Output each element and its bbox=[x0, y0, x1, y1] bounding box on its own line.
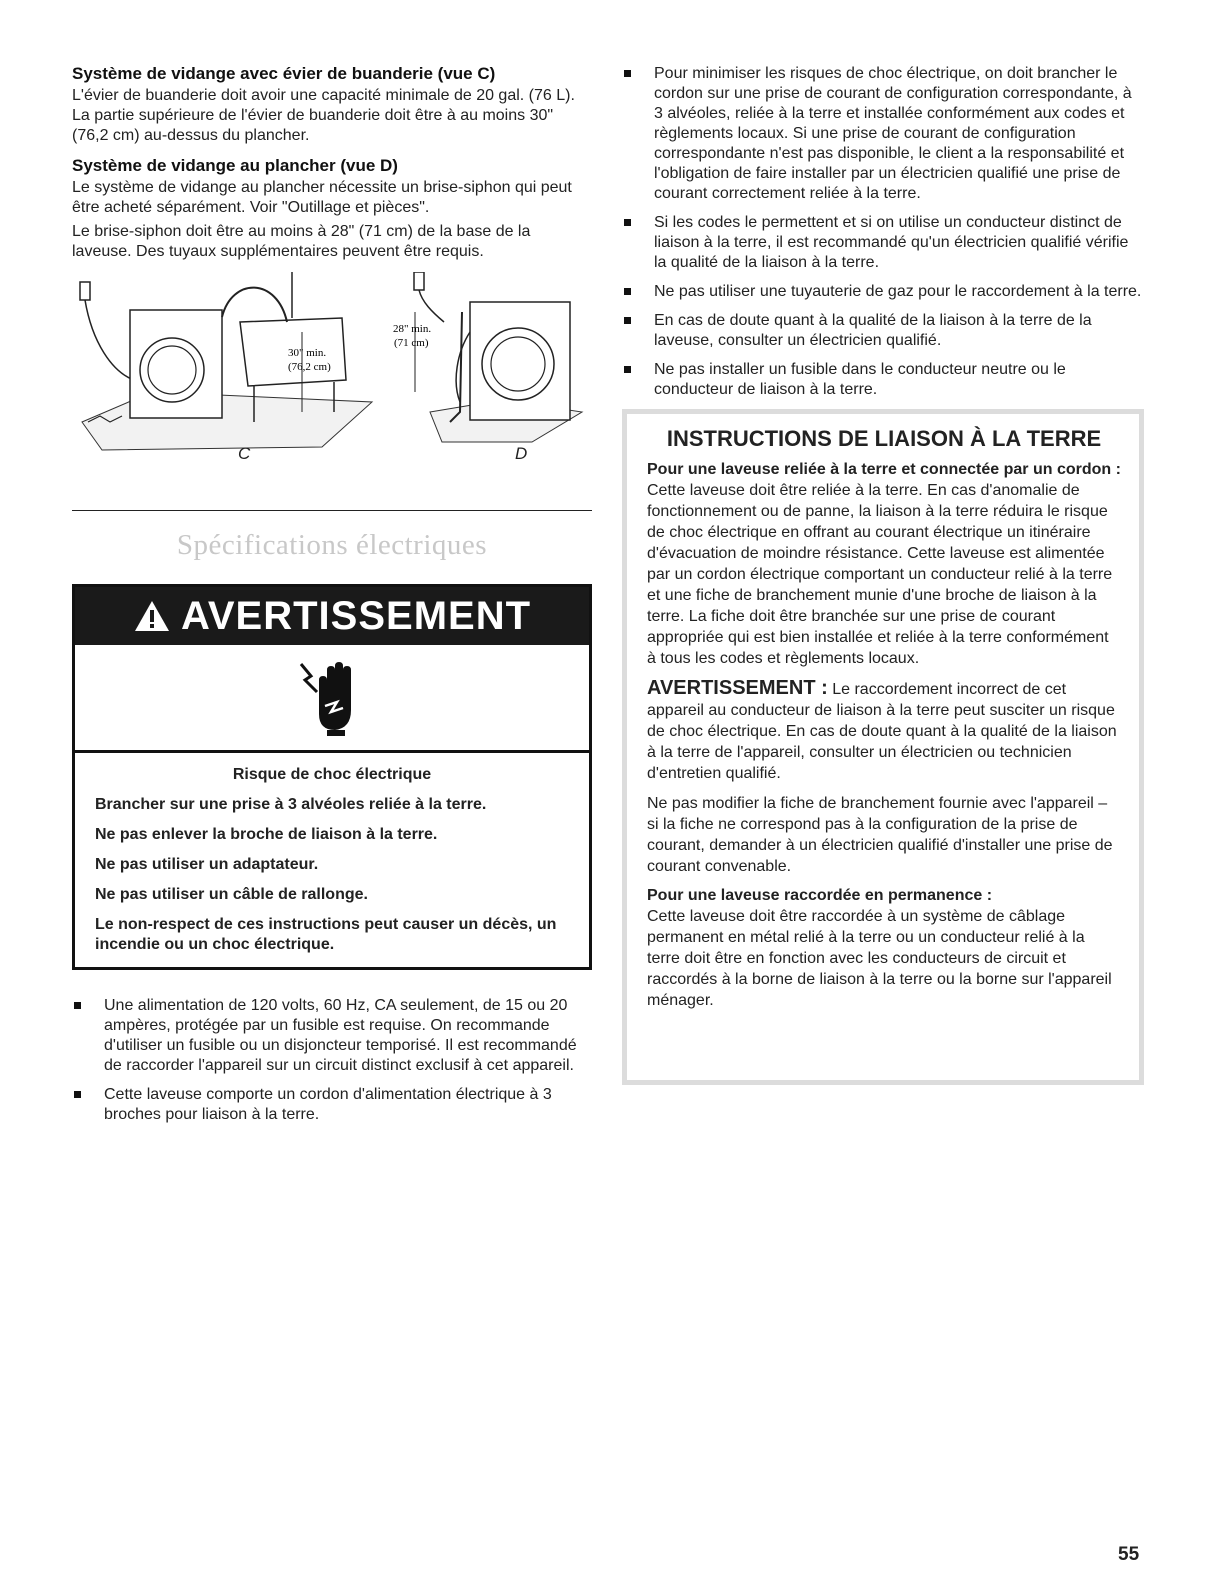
grounding-warning-label: AVERTISSEMENT : bbox=[647, 677, 828, 699]
warning-line-4: Ne pas utiliser un câble de rallonge. bbox=[95, 886, 368, 903]
floor-drain-heading: Système de vidange au plancher (vue D) bbox=[72, 156, 398, 175]
bullet-square-icon bbox=[624, 70, 631, 77]
laundry-sink-text: L'évier de buanderie doit avoir une capacité minimale de 20 gal. (76 L). La partie supérieure de l'évier de buanderie doit être à au moins 30" (76,2 cm) au-dessus du plancher. bbox=[72, 87, 575, 144]
page-number: 55 bbox=[1118, 1544, 1140, 1565]
warning-risk: Risque de choc électrique bbox=[232, 766, 432, 783]
list-item: Pour minimiser les risques de choc électrique, on doit brancher le cordon sur une prise de courant de configuration correspondante, à 3 alvéoles, reliée à la terre et installée conformément aux codes et règlements locaux. Si une prise de courant de configuration correspondante n'est pas disponible, le client a la responsabilité et l'obligation de faire installer par un électricien qualifié une prise de courant correctement reliée à la terre. bbox=[622, 64, 1144, 204]
list-item: Une alimentation de 120 volts, 60 Hz, CA seulement, de 15 ou 20 ampères, protégée par un fusible est requise. On recommande d'utiliser un fusible ou un disjoncteur temporisé. Il est recommandé de raccorder l'appareil sur un circuit distinct exclusif à cet appareil. bbox=[72, 996, 592, 1076]
warning-consequence: Le non-respect de ces instructions peut causer un décès, un incendie ou un choc électrique. bbox=[95, 916, 557, 953]
bullet-square-icon bbox=[624, 366, 631, 373]
warning-icon-area bbox=[75, 645, 589, 753]
electrical-specs-title: Spécifications électriques bbox=[176, 529, 488, 561]
list-item: Ne pas installer un fusible dans le conducteur neutre ou le conducteur de liaison à la terre. bbox=[622, 360, 1144, 400]
permanent-connection-text: Cette laveuse doit être raccordée à un système de câblage permanent en métal relié à la terre ou un conducteur relié à la terre doit être en fonction avec les conducteurs de circuit et raccordés à la borne de liaison à la terre ou la borne sur l'appareil ménager. bbox=[647, 908, 1112, 1009]
cord-connected-text: Cette laveuse doit être reliée à la terre. En cas d'anomalie de fonctionnement ou de panne, la liaison à la terre réduira le risque de choc électrique en offrant au courant électrique un itinéraire d'évacuation de moindre résistance. Cette laveuse est alimentée par un cordon électrique comportant un conducteur relié à la terre et une fiche de branchement munie d'une broche de liaison à la terre. La fiche doit être branchée sur une prise de courant appropriée qui est bien installée et reliée à la terre conformément à tous les codes et règlements locaux. bbox=[647, 482, 1113, 667]
floor-drain-text-2: Le brise-siphon doit être au moins à 28" (71 cm) de la base de la laveuse. Des tuyaux supplémentaires peuvent être requis. bbox=[72, 223, 531, 260]
warning-box bbox=[72, 584, 592, 970]
warning-title: AVERTISSEMENT bbox=[180, 594, 532, 638]
grounding-instructions-box bbox=[622, 409, 1144, 1085]
right-column bbox=[622, 64, 1144, 1085]
left-column bbox=[72, 64, 592, 1134]
electric-shock-hand-icon bbox=[297, 658, 367, 738]
grounding-warning bbox=[647, 678, 1121, 784]
plug-modification-text: Ne pas modifier la fiche de branchement fournie avec l'appareil – si la fiche ne correspond pas à la configuration de la prise de courant, demander à un électricien qualifié d'installer une prise de courant convenable. bbox=[647, 795, 1113, 875]
section-divider bbox=[72, 510, 592, 511]
dim-c-line2: (76,2 cm) bbox=[288, 361, 331, 373]
laundry-sink-heading: Système de vidange avec évier de buanderie (vue C) bbox=[72, 64, 496, 83]
bullet-square-icon bbox=[624, 288, 631, 295]
warning-body bbox=[75, 753, 589, 967]
dim-c-line1: 30" min. bbox=[288, 347, 327, 359]
permanent-connection-subheading: Pour une laveuse raccordée en permanence : bbox=[647, 887, 993, 904]
bullet-square-icon bbox=[624, 219, 631, 226]
dim-d-line1: 28" min. bbox=[393, 323, 432, 335]
dim-d-line2: (71 cm) bbox=[394, 337, 429, 349]
bullet-square-icon bbox=[74, 1002, 81, 1009]
warning-header bbox=[75, 587, 589, 645]
warning-triangle-icon bbox=[133, 599, 171, 633]
warning-line-2: Ne pas enlever la broche de liaison à la terre. bbox=[95, 826, 438, 843]
bullet-square-icon bbox=[74, 1091, 81, 1098]
grounding-title: INSTRUCTIONS DE LIAISON À LA TERRE bbox=[666, 426, 1102, 451]
floor-drain-text-1: Le système de vidange au plancher nécessite un brise-siphon qui peut être acheté séparément. Voir "Outillage et pièces". bbox=[72, 179, 572, 216]
grounding-bullets bbox=[622, 64, 1144, 400]
list-item: Cette laveuse comporte un cordon d'alimentation électrique à 3 broches pour liaison à la terre. bbox=[72, 1085, 592, 1125]
grounding-warning-text: Le raccordement incorrect de cet appareil au conducteur de liaison à la terre peut susciter un risque de choc électrique. En cas de doute quant à la qualité de la liaison à la terre de l'appareil, consulter un électricien ou technicien d'entretien qualifié. bbox=[647, 681, 1117, 782]
warning-line-1: Brancher sur une prise à 3 alvéoles reliée à la terre. bbox=[95, 796, 487, 813]
grounding-instructions-inner bbox=[627, 414, 1139, 1080]
figure-label-d: D bbox=[515, 444, 528, 463]
cord-connected-subheading: Pour une laveuse reliée à la terre et connectée par un cordon : bbox=[647, 461, 1121, 478]
warning-line-3: Ne pas utiliser un adaptateur. bbox=[95, 856, 319, 873]
figure-label-c: C bbox=[238, 444, 251, 463]
drain-illustration bbox=[72, 272, 592, 462]
bullet-square-icon bbox=[624, 317, 631, 324]
washer-drain-drawing bbox=[72, 272, 592, 462]
list-item: Si les codes le permettent et si on utilise un conducteur distinct de liaison à la terre, il est recommandé qu'un électricien qualifié vérifie la qualité de la liaison à la terre. bbox=[622, 213, 1144, 273]
list-item: En cas de doute quant à la qualité de la liaison à la terre de la laveuse, consulter un électricien qualifié. bbox=[622, 311, 1144, 351]
list-item: Ne pas utiliser une tuyauterie de gaz pour le raccordement à la terre. bbox=[622, 282, 1144, 302]
power-bullets bbox=[72, 996, 592, 1125]
